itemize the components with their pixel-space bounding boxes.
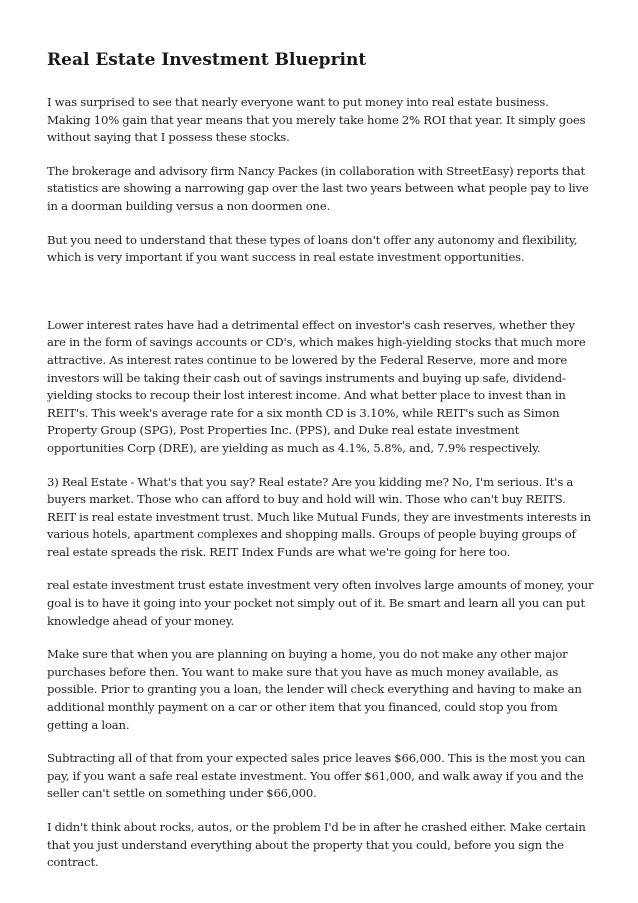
- paragraph: Make sure that when you are planning on buying a home, you do not make any other major purchases before then. You want to make sure that you have as much money available, as possible. Prior to granting you a loan, the lender will check everything and having to make an additional monthly payment on a car or other item that you financed, could stop you from getting a loan.: [47, 647, 582, 732]
- blank-gap: [47, 283, 595, 317]
- paragraph: Lower interest rates have had a detrimental effect on investor's cash reserves, whether they are in the form of savings accounts or CD's, which makes high-yielding stocks that much more attractive. As interest rates continue to be lowered by the Federal Reserve, more and more investors will be taking their cash out of savings instruments and buying up safe, dividend-yielding stocks to recoup their lost interest income. And what better place to invest than in REIT's. This week's average rate for a six month CD is 3.10%, while REIT's such as Simon Property Group (SPG), Post Properties Inc. (PPS), and Duke real estate investment opportunities Corp (DRE), are yielding as much as 4.1%, 5.8%, and, 7.9% respectively.: [47, 317, 586, 455]
- document-title: Real Estate Investment Blueprint: [47, 50, 367, 70]
- paragraph: real estate investment trust estate investment very often involves large amounts of money, your goal is to have it going into your pocket not simply out of it. Be smart and learn all you can put knowledge ahead of your money.: [47, 578, 594, 628]
- paragraph: Subtracting all of that from your expected sales price leaves $66,000. This is the most you can pay, if you want a safe real estate investment. You offer $61,000, and walk away if you and the seller can't settle on something under $66,000.: [47, 751, 586, 801]
- paragraph: I didn't think about rocks, autos, or the problem I'd be in after he crashed either. Make certain that you just understand everything about the property that you could, before you sign the contract.: [47, 820, 586, 870]
- document-page: [47, 48, 595, 888]
- paragraph: I was surprised to see that nearly everyone want to put money into real estate business. Making 10% gain that year means that you merely take home 2% ROI that year. It simply goes without saying that I possess these stocks.: [47, 95, 586, 145]
- paragraph: But you need to understand that these types of loans don't offer any autonomy and flexibility, which is very important if you want success in real estate investment opportunities.: [47, 232, 578, 265]
- paragraph: 3) Real Estate - What's that you say? Real estate? Are you kidding me? No, I'm serious. It's a buyers market. Those who can afford to buy and hold will win. Those who can't buy REITS. REIT is real estate investment trust. Much like Mutual Funds, they are investments interests in various hotels, apartment complexes and shopping malls. Groups of people buying groups of real estate spreads the risk. REIT Index Funds are what we're going for here too.: [47, 474, 591, 559]
- paragraph: The brokerage and advisory firm Nancy Packes (in collaboration with StreetEasy) reports that statistics are showing a narrowing gap over the last two years between what people pay to live in a doorman building versus a non doormen one.: [47, 163, 589, 213]
